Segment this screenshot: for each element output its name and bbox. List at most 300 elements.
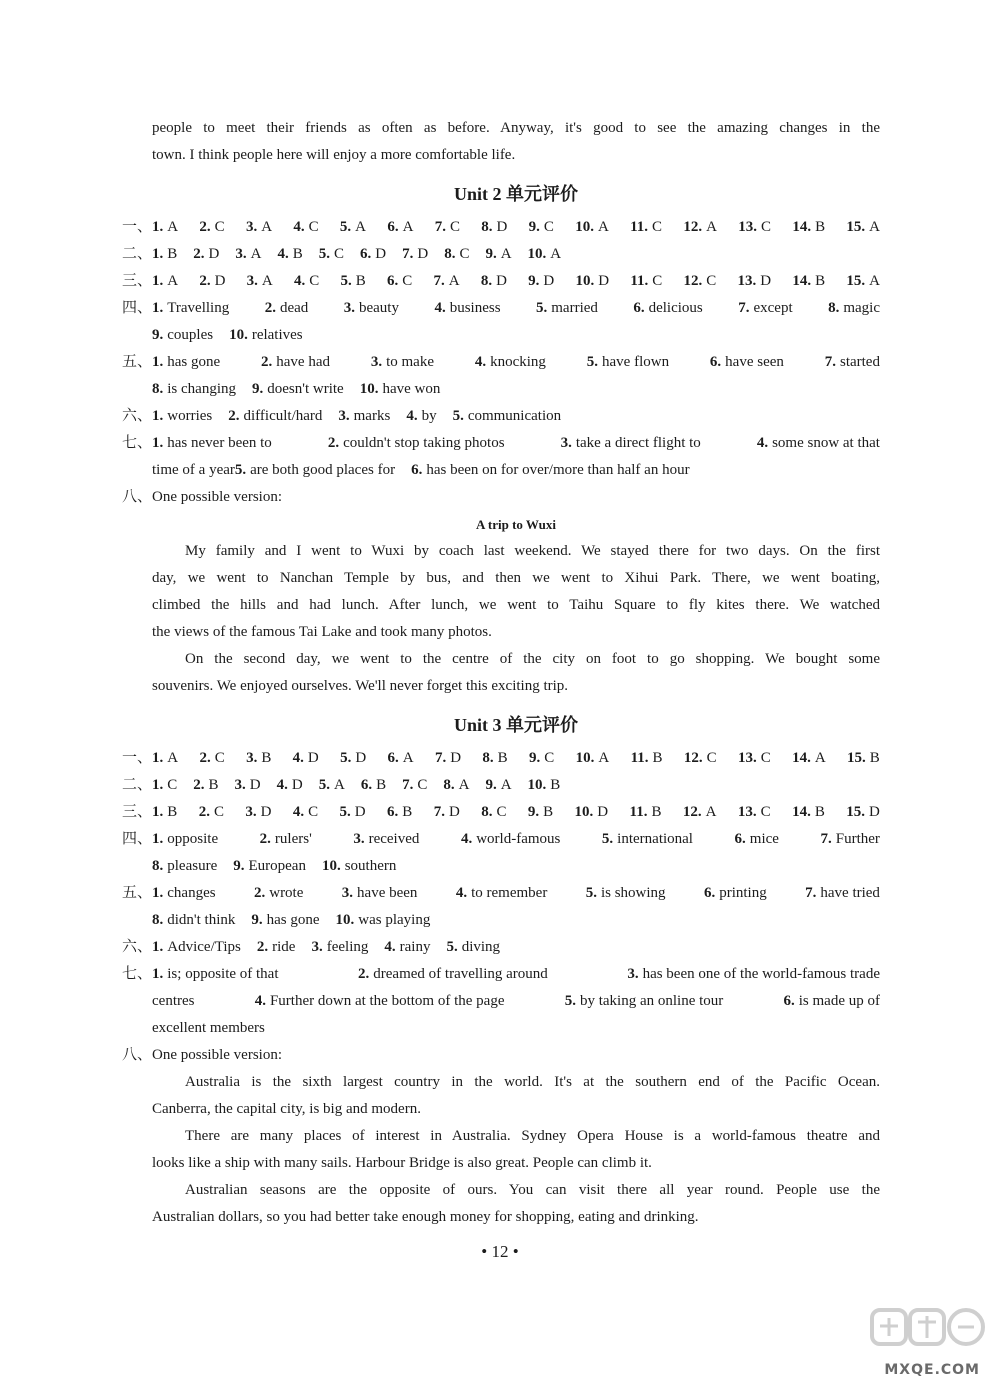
answer-value: is made up of — [798, 993, 880, 1009]
answer-item — [587, 349, 669, 376]
answer-item — [684, 745, 717, 772]
answer-number: 7. — [402, 777, 414, 793]
answer-item — [792, 799, 825, 826]
answer-number: 12. — [683, 219, 703, 235]
answer-number: 7. — [434, 750, 447, 766]
answer-number: 2. — [199, 750, 211, 766]
answer-item — [630, 268, 662, 295]
answer-number: 2. — [199, 219, 211, 235]
answer-item — [311, 934, 368, 961]
answer-value: marks — [353, 408, 391, 424]
answer-value: D — [260, 804, 272, 820]
answer-value: B — [402, 804, 413, 820]
answer-item — [233, 853, 306, 880]
answer-item — [340, 799, 366, 826]
answer-item — [683, 799, 717, 826]
answer-number: 5. — [339, 219, 352, 235]
answer-number: 6. — [387, 219, 399, 235]
answer-value: C — [760, 750, 771, 766]
answer-value: didn't think — [167, 912, 236, 928]
unit3-s8-header — [122, 1042, 880, 1069]
answer-value: A — [402, 219, 414, 235]
unit2-essay-para2 — [152, 646, 880, 700]
answer-value: have tried — [820, 885, 880, 901]
answer-number: 9. — [251, 912, 263, 928]
answer-value: C — [761, 219, 772, 235]
answer-value: C — [544, 750, 555, 766]
answer-number: 6. — [633, 300, 645, 316]
answer-item — [328, 430, 505, 457]
answer-value: rulers' — [274, 831, 312, 847]
answer-number: 12. — [683, 273, 703, 289]
answer-item — [846, 214, 880, 241]
answer-number: 2. — [327, 435, 340, 451]
answer-item — [255, 988, 505, 1015]
unit2-s4-row2 — [152, 322, 880, 349]
unit3-s5-row1 — [122, 880, 880, 907]
answer-item — [228, 403, 322, 430]
answer-item — [122, 961, 279, 988]
answer-item — [528, 772, 561, 799]
answer-item — [122, 349, 220, 376]
answer-value: to remember — [471, 885, 548, 901]
answer-value: C — [402, 273, 413, 289]
answer-number: 9. — [528, 273, 540, 289]
answer-number: 2. — [193, 246, 205, 262]
answer-value: magic — [843, 300, 880, 316]
answer-number: 8. — [481, 219, 493, 235]
answer-item — [435, 745, 461, 772]
answer-number: 13. — [737, 804, 757, 820]
answer-value: received — [368, 831, 420, 847]
unit2-s8-label: 八、 — [122, 489, 153, 505]
unit3-s8-intro: One possible version: — [152, 1047, 282, 1063]
answer-value: B — [261, 750, 272, 766]
answer-number: 1. — [152, 435, 164, 451]
essay-line: Canberra, the capital city, is big and modern. — [152, 1101, 421, 1117]
answer-number: 5. — [340, 273, 352, 289]
answer-value: C — [706, 750, 717, 766]
answer-item — [122, 430, 272, 457]
answer-item — [193, 241, 219, 268]
answer-value: southern — [344, 858, 397, 874]
answer-item — [257, 934, 296, 961]
answer-value: relatives — [251, 327, 303, 343]
answer-number: 3. — [234, 777, 246, 793]
unit3-s1 — [122, 745, 880, 772]
answer-number: 5. — [536, 300, 548, 316]
answer-number: 8. — [152, 912, 164, 928]
answer-number: 9. — [528, 219, 540, 235]
answer-item — [199, 745, 224, 772]
answer-number: 1. — [152, 246, 164, 262]
answer-value: C — [213, 804, 224, 820]
answer-item — [152, 907, 235, 934]
answer-value: Further — [835, 831, 880, 847]
unit3-s3 — [122, 799, 880, 826]
answer-item — [261, 349, 330, 376]
answer-number: 4. — [277, 246, 289, 262]
answer-item — [193, 772, 218, 799]
answer-value: D — [448, 804, 460, 820]
answer-number: 1. — [152, 750, 164, 766]
answer-item — [251, 907, 319, 934]
answer-value: A — [598, 750, 610, 766]
answer-value: B — [376, 777, 387, 793]
answer-number: 10. — [575, 273, 595, 289]
answer-item — [738, 214, 771, 241]
answer-item — [245, 799, 271, 826]
answer-value: are both good places for — [250, 462, 396, 478]
answer-number: 1. — [152, 885, 164, 901]
answer-number: 10. — [527, 246, 547, 262]
answer-item — [344, 295, 399, 322]
answer-value: B — [167, 804, 178, 820]
answer-item — [434, 268, 460, 295]
answer-item — [319, 772, 345, 799]
answer-item — [293, 799, 318, 826]
answer-item — [434, 295, 500, 322]
answer-number: 2. — [261, 354, 273, 370]
answer-value: to make — [386, 354, 434, 370]
answer-value: dreamed of travelling around — [373, 966, 548, 982]
answer-value: A — [500, 777, 512, 793]
answer-value: A — [333, 777, 345, 793]
answer-item — [402, 241, 428, 268]
answer-value: A — [869, 219, 880, 235]
answer-value: B — [167, 246, 178, 262]
answer-item — [322, 853, 396, 880]
answer-number: 1. — [152, 966, 164, 982]
answer-number: 4. — [292, 804, 305, 820]
unit2-s8-header — [122, 484, 880, 511]
answer-value: world-famous — [476, 831, 561, 847]
answer-number: 14. — [792, 750, 811, 766]
answer-value: C — [308, 804, 319, 820]
answer-item — [456, 880, 547, 907]
answer-value: doesn't write — [267, 381, 344, 397]
answer-value: A — [261, 219, 273, 235]
answer-number: 2. — [264, 300, 276, 316]
section-label: 一、 — [122, 219, 153, 235]
answer-value: B — [869, 750, 880, 766]
section-label: 三、 — [122, 273, 153, 289]
answer-number: 4. — [460, 831, 473, 847]
answer-item — [122, 268, 178, 295]
answer-number: 10. — [574, 804, 594, 820]
answer-value: A — [167, 273, 179, 289]
answer-number: 9. — [527, 804, 540, 820]
unit2-s7-row2 — [152, 457, 880, 484]
answer-number: 11. — [629, 804, 648, 820]
answer-item — [293, 214, 318, 241]
answer-value: C — [167, 777, 178, 793]
answer-number: 7. — [805, 885, 817, 901]
answer-item — [229, 322, 303, 349]
answer-value: couples — [167, 327, 214, 343]
unit2-s7-row1 — [122, 430, 880, 457]
answer-value: C — [706, 273, 717, 289]
answer-value: B — [815, 219, 826, 235]
answer-value: D — [597, 804, 609, 820]
answer-value: D — [496, 273, 507, 289]
answer-number: 10. — [321, 858, 341, 874]
answer-value: Travelling — [167, 300, 230, 316]
answer-item — [444, 241, 469, 268]
essay-line: On the second day, we went to the centre of the city on foot to go shopping. We bought some — [185, 651, 880, 667]
answer-value: mice — [749, 831, 779, 847]
answer-number: 15. — [846, 804, 865, 820]
answer-item — [446, 934, 500, 961]
answer-number: 4. — [406, 408, 418, 424]
unit3-s4-row1 — [122, 826, 880, 853]
answer-number: 2. — [193, 777, 205, 793]
answer-item — [586, 880, 666, 907]
answer-item — [371, 349, 434, 376]
answer-item — [246, 214, 272, 241]
answer-value: have seen — [725, 354, 784, 370]
answer-number: 3. — [246, 273, 258, 289]
answer-number: 13. — [737, 750, 757, 766]
answer-number: 1. — [152, 354, 164, 370]
essay-line: climbed the hills and had lunch. After lunch, we went to Taihu Square to fly kites there. We watched — [152, 597, 880, 613]
unit3-essay-para3 — [152, 1177, 880, 1231]
section-label: 七、 — [122, 435, 153, 451]
answer-value: C — [309, 273, 320, 289]
answer-value: is; opposite of that — [167, 966, 279, 982]
answer-value: European — [248, 858, 306, 874]
answer-value: was playing — [358, 912, 431, 928]
answer-item — [293, 745, 319, 772]
answer-value: some snow at that — [772, 435, 880, 451]
answer-value: C — [652, 219, 663, 235]
answer-number: 3. — [338, 408, 350, 424]
answer-item — [528, 241, 562, 268]
answer-number: 15. — [847, 750, 866, 766]
answer-value: ride — [272, 939, 296, 955]
answer-item — [247, 268, 273, 295]
answer-value: B — [292, 246, 303, 262]
answer-number: 9. — [529, 750, 541, 766]
section-label: 二、 — [122, 246, 153, 262]
answer-item — [536, 295, 598, 322]
answer-number: 15. — [846, 273, 866, 289]
answer-item — [199, 214, 224, 241]
answer-number: 10. — [575, 750, 595, 766]
answer-value: D — [760, 273, 772, 289]
answer-number: 5. — [601, 831, 614, 847]
answer-number: 5. — [585, 885, 597, 901]
answer-number: 11. — [630, 219, 649, 235]
answer-value: D — [354, 804, 366, 820]
answer-item — [411, 457, 690, 484]
answer-number: 5. — [452, 408, 464, 424]
answer-value: A — [250, 246, 262, 262]
answer-number: 4. — [756, 435, 769, 451]
answer-item — [846, 799, 880, 826]
unit2-s2 — [122, 241, 880, 268]
answer-number: 2. — [253, 885, 266, 901]
section-label: 四、 — [122, 831, 153, 847]
answer-item — [633, 295, 702, 322]
answer-value: D — [543, 273, 555, 289]
answer-item — [122, 295, 229, 322]
answer-number: 12. — [682, 804, 702, 820]
answer-item — [575, 799, 609, 826]
essay-line: Australian dollars, so you had better take enough money for shopping, eating and drinking. — [152, 1209, 699, 1225]
answer-item — [152, 853, 217, 880]
answer-number: 6. — [387, 273, 399, 289]
answer-item — [453, 403, 562, 430]
answer-item — [406, 403, 436, 430]
answer-value: A — [261, 273, 273, 289]
answer-value: A — [355, 219, 367, 235]
answer-value: has been on for over/more than half an hour — [426, 462, 690, 478]
answer-item — [482, 745, 507, 772]
intro-line-1: people to meet their friends as often as before. Anyway, it's good to see the amazing changes in the — [152, 120, 880, 136]
answer-item — [792, 214, 825, 241]
answer-number: 10. — [575, 219, 594, 235]
answer-item — [361, 772, 386, 799]
answer-number: 13. — [738, 219, 757, 235]
answer-value: B — [814, 804, 825, 820]
section-label: 六、 — [122, 408, 153, 424]
answer-number: 5. — [446, 939, 458, 955]
answer-item — [528, 799, 553, 826]
answer-number: 14. — [792, 273, 812, 289]
answer-item — [152, 376, 236, 403]
answer-value: international — [617, 831, 693, 847]
answer-number: 4. — [254, 993, 266, 1009]
answer-item — [434, 799, 460, 826]
answer-value: D — [249, 777, 261, 793]
answer-item — [485, 772, 511, 799]
answer-item — [710, 349, 784, 376]
unit2-s6 — [122, 403, 880, 430]
answer-number: 2. — [358, 966, 370, 982]
intro-line-2: town. I think people here will enjoy a more comfortable life. — [152, 147, 516, 163]
answer-item — [792, 268, 825, 295]
unit3-s6 — [122, 934, 880, 961]
answer-number: 2. — [199, 273, 211, 289]
answer-item — [461, 826, 560, 853]
answer-number: 5. — [234, 462, 247, 478]
answer-item — [252, 376, 344, 403]
answer-item — [825, 349, 880, 376]
answer-value: take a direct flight to — [575, 435, 701, 451]
answer-value: A — [167, 219, 179, 235]
unit3-essay-para2 — [152, 1123, 880, 1177]
answer-item — [738, 268, 772, 295]
answer-item — [821, 826, 880, 853]
essay-line: Australian seasons are the opposite of ours. You can visit there all year round. People use the — [185, 1182, 880, 1198]
answer-number: 8. — [152, 381, 164, 397]
answer-value: C — [543, 219, 554, 235]
answer-item — [254, 880, 303, 907]
answer-value: A — [167, 750, 179, 766]
answer-value: is showing — [600, 885, 666, 901]
answer-item — [627, 961, 880, 988]
answer-value: C — [214, 750, 225, 766]
answer-item — [277, 241, 302, 268]
answer-value: couldn't stop taking photos — [343, 435, 505, 451]
answer-value: pleasure — [167, 858, 218, 874]
answer-value: B — [815, 273, 826, 289]
essay-line: souvenirs. We enjoyed ourselves. We'll never forget this exciting trip. — [152, 678, 569, 694]
answer-item — [235, 457, 395, 484]
answer-value: A — [705, 804, 717, 820]
answer-value: A — [814, 750, 826, 766]
answer-item — [481, 214, 507, 241]
answer-item — [704, 880, 767, 907]
answer-number: 5. — [318, 777, 330, 793]
answer-item — [828, 295, 880, 322]
essay-line: the views of the famous Tai Lake and took many photos. — [152, 624, 492, 640]
answer-number: 6. — [783, 993, 795, 1009]
answer-item — [260, 826, 312, 853]
answer-item — [481, 268, 507, 295]
answer-number: 2. — [198, 804, 210, 820]
answer-value: A — [706, 219, 717, 235]
answer-item — [475, 349, 546, 376]
answer-number: 9. — [485, 246, 497, 262]
answer-value: B — [543, 804, 554, 820]
essay-line: day, we went to Nanchan Temple by bus, and then we went to Xihui Park. There, we went boating, — [152, 570, 880, 586]
answer-item — [575, 214, 609, 241]
answer-value: worries — [167, 408, 213, 424]
section-label: 七、 — [122, 966, 153, 982]
answer-value: business — [449, 300, 501, 316]
answer-value: A — [597, 219, 609, 235]
answer-number: 14. — [792, 219, 812, 235]
answer-value: printing — [719, 885, 767, 901]
answer-number: 6. — [411, 462, 423, 478]
answer-item — [294, 268, 319, 295]
answer-value: A — [458, 777, 470, 793]
answer-item — [576, 745, 610, 772]
answer-number: 4. — [474, 354, 487, 370]
answer-value: D — [496, 219, 508, 235]
answer-number: 3. — [245, 804, 257, 820]
answer-number: 10. — [527, 777, 547, 793]
unit2-s5-row1 — [122, 349, 880, 376]
unit3-s2 — [122, 772, 880, 799]
answer-number: 3. — [245, 219, 258, 235]
answer-value: B — [208, 777, 219, 793]
answer-item — [340, 214, 366, 241]
answer-item — [575, 268, 609, 295]
answer-number: 2. — [228, 408, 240, 424]
answer-item — [443, 772, 469, 799]
answer-number: 6. — [387, 750, 399, 766]
answer-item — [402, 772, 427, 799]
unit3-s7-row1 — [122, 961, 880, 988]
answer-item — [199, 799, 224, 826]
answer-item — [565, 988, 724, 1015]
answer-number: 4. — [455, 885, 468, 901]
answer-value: D — [598, 273, 610, 289]
unit2-s8-intro: One possible version: — [152, 489, 282, 505]
answer-item — [529, 745, 554, 772]
answer-number: 1. — [152, 831, 164, 847]
answer-number: 4. — [294, 273, 306, 289]
answer-value: Further down at the bottom of the page — [269, 993, 505, 1009]
answer-item — [485, 241, 511, 268]
unit3-s7-row3: excellent members — [152, 1020, 265, 1036]
answer-value: Advice/Tips — [167, 939, 241, 955]
section-label: 五、 — [122, 885, 153, 901]
answer-number: 3. — [370, 354, 383, 370]
